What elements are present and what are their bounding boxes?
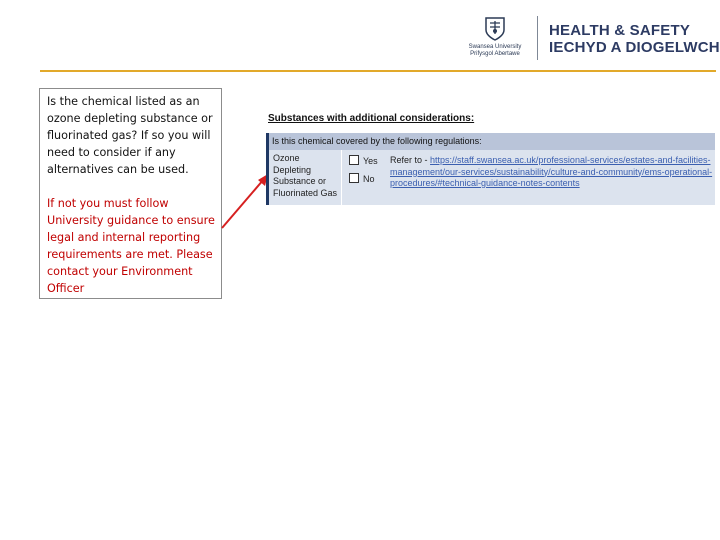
page-title xyxy=(549,22,720,56)
yes-option[interactable] xyxy=(349,155,378,167)
guidance-link[interactable]: https://staff.swansea.ac.uk/professional-services/estates-and-facilities-management/our-services/sustainability/culture-and-community/ems-operational-procedures/#technical-guidance-notes-contents xyxy=(390,155,713,188)
section-heading: Substances with additional considerations: xyxy=(268,113,475,124)
callout-question: Is the chemical listed as an ozone depleting substance or fluorinated gas? If so you will need to consider if any alternatives can be used. xyxy=(47,95,213,176)
university-name-en: Swansea University xyxy=(468,44,522,50)
yes-checkbox[interactable] xyxy=(349,155,359,165)
pointer-arrow-icon xyxy=(220,170,272,230)
refer-prefix: Refer to - xyxy=(390,155,428,165)
regulations-table xyxy=(266,133,715,205)
header-rule xyxy=(40,70,716,72)
refer-text xyxy=(390,155,715,190)
column-divider xyxy=(341,150,342,205)
table-header: Is this chemical covered by the following regulations: xyxy=(266,133,715,150)
university-name-cy: Prifysgol Abertawe xyxy=(470,51,520,57)
no-option[interactable] xyxy=(349,173,375,185)
callout-box xyxy=(39,88,222,299)
university-name xyxy=(462,44,528,58)
callout-warning: If not you must follow University guidance to ensure legal and internal reporting requirements are met. Please contact your Environment Officer xyxy=(47,197,215,295)
no-label: No xyxy=(363,174,375,184)
yes-label: Yes xyxy=(363,156,378,166)
title-english: HEALTH & SAFETY xyxy=(549,22,691,39)
title-welsh: IECHYD A DIOGELWCH xyxy=(549,39,720,56)
no-checkbox[interactable] xyxy=(349,173,359,183)
row-label-ozone: Ozone Depleting Substance or Fluorinated Gas xyxy=(273,153,338,198)
header-divider xyxy=(537,16,538,60)
table-row xyxy=(266,150,715,205)
university-crest-icon xyxy=(484,16,506,42)
